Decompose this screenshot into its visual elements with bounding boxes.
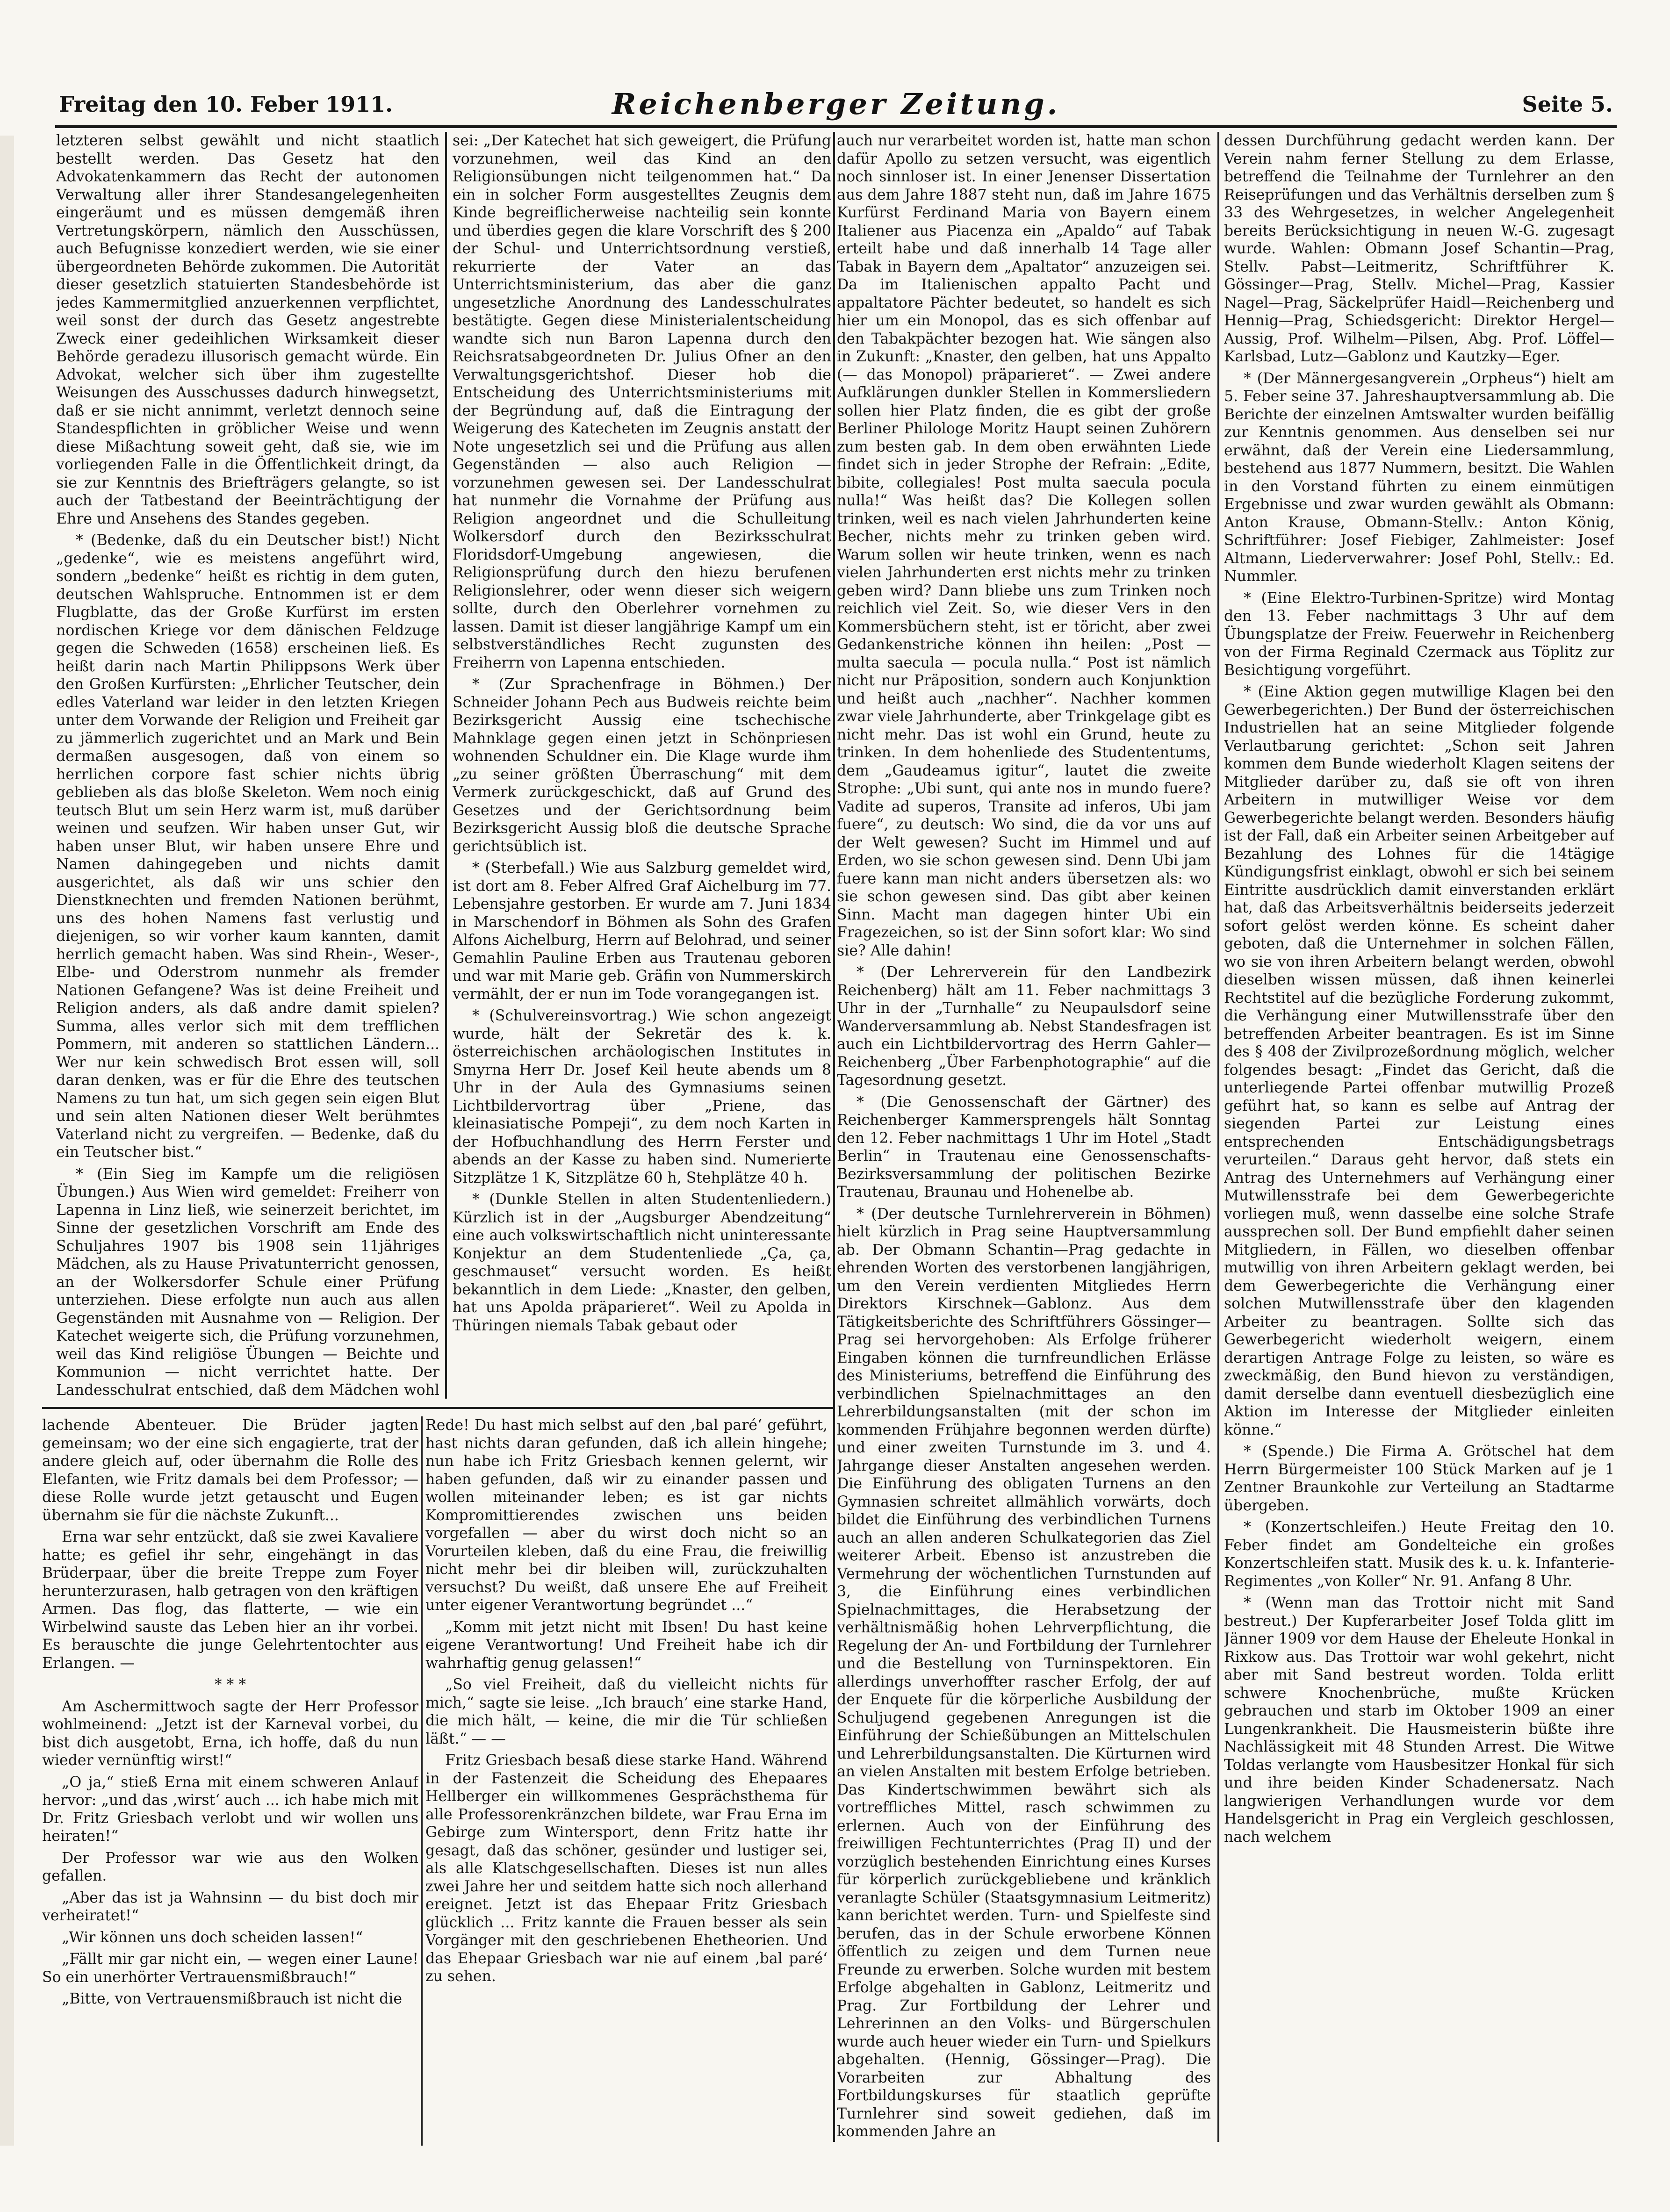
article-paragraph: * (Spende.) Die Firma A. Grötschel hat dem Herrn Bürgermeister 100 Stück Marken auf je 1 Zentner Braunkohle zur Verteilung an Stadtarme übergeben. <box>1224 1443 1614 1514</box>
story-paragraph: „O ja,“ stieß Erna mit einem schweren Anlauf hervor: „und das ‚wirst‘ auch ... ich habe mich mit Dr. Fritz Griesbach verlobt und wir wollen uns heiraten!“ <box>42 1774 418 1845</box>
story-paragraph: „So viel Freiheit, daß du vielleicht nichts für mich,“ sagte sie leise. „Ich brauch’ eine starke Hand, die mich hält, — keine, die mir die Tür schließen läßt.“ — — <box>425 1676 828 1747</box>
scan-edge <box>0 136 14 2146</box>
column-divider <box>421 1416 423 2146</box>
article-paragraph: * (Der deutsche Turnlehrerverein in Böhmen) hielt kürzlich in Prag seine Hauptversammlung ab. Der Obmann Schantin—Prag gedachte in ehrenden Worten des verstorbenen langjährigen, um den Verein verdienten Mitgliedes Herrn Direktors Kirschnek—Gablonz. Aus dem Tätigkeitsberichte des Schriftführers Gössinger—Prag sei hervorgehoben: Als Erfolge früherer Eingaben können die turnfreundlichen Erlässe des Ministeriums, betreffend die Einführung des verbindlichen Spielnachmittages an den Lehrerbildungsanstalten (mit der schon im kommenden Frühjahre begonnen werden dürfte) und einer zweiten Turnstunde im 3. und 4. Jahrgange dieser Anstalten angesehen werden. Die Einführung des obligaten Turnens an den Gymnasien schreitet allmählich vorwärts, doch bildet die Einführung des verbindlichen Turnens auch an allen anderen Schulkategorien das Ziel weiterer Arbeit. Ebenso ist anzustreben die Vermehrung der wöchentlichen Turnstunden auf 3, die Einführung eines verbindlichen Spielnachmittages, die Herabsetzung der verhältnismäßig hohen Lehrverpflichtung, die Regelung der An- und Fortbildung der Turnlehrer und die Bestellung von Turninspektoren. Ein allerdings unverhoffter rascher Erfolg, der auf der Enquete für die körperliche Ausbildung der Schuljugend gegebenen Anregungen ist die Einführung der Schießübungen an Mittelschulen und Lehrerbildungsanstalten. Die Kürturnen wird an vielen Anstalten mit bestem Erfolge betrieben. Das Kindertschwimmen bewährt sich als vortreffliches Mittel, rasch schwimmen zu erlernen. Auch von der Einführung des freiwilligen Fechtunterrichtes (Prag II) und der vorzüglich bestehenden Einrichtung eines Kurses für körperlich zurückgebliebene und kränklich veranlagte Schüler (Staatsgymnasium Leitmeritz) kann berichtet werden. Turn- und Spielfeste sind berufen, das in der Schule erworbene Können öffentlich zu zeigen und dem Turnen neue Freunde zu erwerben. Solche wurden mit bestem Erfolge abgehalten in Gablonz, Leitmeritz und Prag. Zur Fortbildung der Lehrer und Lehrerinnen an den Volks- und Bürgerschulen wurde auch heuer wieder ein Turn- und Spielkurs abgehalten. (Hennig, Gössinger—Prag). Die Vorarbeiten zur Abhaltung des Fortbildungskurses für staatlich geprüfte Turnlehrer sind soweit gediehen, daß im kommenden Jahre an <box>837 1205 1211 2140</box>
feuilleton-column-1 <box>42 1416 418 2146</box>
article-paragraph: * (Eine Aktion gegen mutwillige Klagen bei den Gewerbegerichten.) Der Bund der österreichischen Industriellen hat an seine Mitglieder folgende Verlautbarung gerichtet: „Schon seit Jahren kommen dem Bunde wiederholt Klagen seitens der Mitglieder darüber zu, daß sie oft von ihren Arbeitern in mutwilliger Weise vor dem Gewerbegerichte belangt werden. Besonders häufig ist der Fall, daß ein Arbeiter seinen Arbeitgeber auf Bezahlung des Lohnes für die 14tägige Kündigungsfrist einklagt, obwohl er sich bei seinem Eintritte ausdrücklich damit einverstanden erklärt hat, daß das Arbeitsverhältnis beiderseits jederzeit sofort gelöst werden könne. Es scheint daher geboten, daß die Unternehmer in solchen Fällen, wo sie von ihren Arbeitern belangt werden, obwohl dieselben wissen müssen, daß ihnen keinerlei Rechtstitel auf die bezügliche Forderung zukommt, die Verhängung einer Mutwillensstrafe über den betreffenden Arbeiter beantragen. Es ist im Sinne des § 408 der Zivilprozeßordnung möglich, welcher folgendes besagt: „Findet das Gericht, daß die unterliegende Partei offenbar mutwillig Prozeß geführt hat, so kann es selbe auf Antrag der siegenden Partei zur Leistung eines entsprechenden Entschädigungsbetrags verurteilen.“ Daraus geht hervor, daß stets ein Antrag des Unternehmers auf Verhängung einer Mutwillensstrafe bei dem Gewerbegerichte vorliegen muß, wenn dasselbe eine solche Strafe aussprechen soll. Der Bund empfiehlt daher seinen Mitgliedern, in Fällen, wo dieselben offenbar mutwillig von ihren Arbeitern geklagt werden, bei dem Gewerbegerichte die Verhängung einer solchen Mutwillensstrafe über den klagenden Arbeiter zu beantragen. Sollte sich das Gewerbegericht wiederholt weigern, einem derartigen Antrage Folge zu leisten, so wäre es zweckmäßig, den Bund hievon zu verständigen, damit derselbe dann eventuell diesbezüglich eine Aktion im Interesse der Mitglieder einleiten könne.“ <box>1224 683 1614 1438</box>
story-paragraph: „Fällt mir gar nicht ein, — wegen einer Laune! So ein unerhörter Vertrauensmißbrauch!“ <box>42 1951 418 1986</box>
article-paragraph: * (Die Genossenschaft der Gärtner) des Reichenberger Kammersprengels hält Sonntag den 12. Feber nachmittags 1 Uhr im Hotel „Stadt Berlin“ in Trautenau eine Genossenschafts-Bezirksversammlung der politischen Bezirke Trautenau, Braunau und Hohenelbe ab. <box>837 1093 1211 1200</box>
article-paragraph: * (Zur Sprachenfrage in Böhmen.) Der Schneider Johann Pech aus Budweis reichte beim Bezirksgericht Aussig eine tschechische Mahnklage gegen einen jetzt in Schönpriesen wohnenden Schuldner ein. Die Klage wurde ihm „zu seiner größten Überraschung“ mit dem Vermerk zurückgeschickt, daß auf Grund des Gesetzes und der Gerichtsordnung beim Bezirksgericht Aussig bloß die deutsche Sprache gerichtsüblich ist. <box>453 676 831 855</box>
story-paragraph: Der Professor war wie aus den Wolken gefallen. <box>42 1849 418 1884</box>
article-paragraph: * (Bedenke, daß du ein Deutscher bist!) Nicht „gedenke“, wie es meistens angeführt wird, sondern „bedenke“ heißt es richtig in dem guten, deutschen Wahlspruche. Entnommen ist er dem Flugblatte, das der Große Kurfürst im ersten nordischen Kriege vor dem dänischen Feldzuge gegen die Schweden (1658) erscheinen ließ. Es heißt darin nach Martin Philippsons Werk über den Großen Kurfürsten: „Ehrlicher Teutscher, dein edles Vaterland war leider in den letzten Kriegen unter dem Vorwande der Religion und Freiheit gar zu jämmerlich zugerichtet und an Mark und Bein dermaßen ausgesogen, daß von einem so herrlichen corpore fast schier nichts übrig geblieben als das bloße Skeleton. Wem noch einig teutsch Blut um sein Herz warm ist, muß darüber weinen und seufzen. Wir haben unser Gut, wir haben unser Blut, wir haben unsere Ehre und Namen dahingegeben und nichts damit ausgerichtet, als daß wir uns schier den Dienstknechten und fremden Nationen berühmt, uns des hohen Namens fast verlustig und diejenigen, so wir vorher kaum kannten, damit herrlich gemacht haben. Was sind Rhein-, Weser-, Elbe- und Oderstrom nunmehr als fremder Nationen Gefangene? Was ist deine Freiheit und Religion anders, als daß andre damit spielen? Summa, alles verlor sich mit dem trefflichen Pommern, mit anderen so stattlichen Ländern... Wer nur kein schwedisch Brot essen will, soll daran denken, was er für die Ehre des teutschen Namens zu tun hat, um sich gegen sein eigen Blut und sein alten Nationen dieser Welt berühmtes Vaterland nicht zu vergreifen. — Bedenke, daß du ein Teutscher bist.“ <box>56 532 439 1161</box>
story-paragraph: Erna war sehr entzückt, daß sie zwei Kavaliere hatte; es gefiel ihr sehr, eingehängt in das Brüderpaar, über die breite Treppe zum Foyer herunterzurasen, halb getragen von den kräftigen Armen. Das flog, das flatterte, — wie ein Wirbelwind sauste das Leben hier an ihr vorbei. Es berauschte die junge Gelehrtentochter aus Erlangen. — <box>42 1529 418 1672</box>
issue-date: Freitag den 10. Feber 1911. <box>59 92 393 117</box>
article-paragraph: * (Ein Sieg im Kampfe um die religiösen Übungen.) Aus Wien wird gemeldet: Freiherr von Lapenna in Linz ließ, wie seinerzeit berichtet, im Sinne der gesetzlichen Vorschrift am Ende des Schuljahres 1907 bis 1908 sein 11jähriges Mädchen, als zu Hause Privatunterricht genossen, an der Wolkersdorfer Schule einer Prüfung unterziehen. Diese erfolgte nun auch aus allen Gegenständen mit Ausnahme von — Religion. Der Katechet weigerte sich, die Prüfung vorzunehmen, weil das Kind religiöse Übungen — Beichte und Kommunion — nicht verrichtet hatte. Der Landesschulrat entschied, daß dem Mädchen wohl <box>56 1165 439 1399</box>
masthead <box>55 83 1617 128</box>
column-2 <box>453 132 831 1399</box>
article-paragraph: * (Sterbefall.) Wie aus Salzburg gemeldet wird, ist dort am 8. Feber Alfred Graf Aichelburg im 77. Lebensjahre gestorben. Er wurde am 7. Juni 1834 in Marschendorf in Böhmen als Sohn des Grafen Alfons Aichelburg, Herrn auf Belohrad, und seiner Gemahlin Pauline Erben aus Trautenau geboren und war mit Marie geb. Gräfin von Nummerskirch vermählt, der er nun im Tode vorangegangen ist. <box>453 860 831 1003</box>
article-paragraph: letzteren selbst gewählt und nicht staatlich bestellt werden. Das Gesetz hat den Advokatenkammern das Recht der autonomen Verwaltung aller ihrer Standesangelegenheiten eingeräumt und es müssen demgemäß ihren Vertretungskörpern, nämlich den Ausschüssen, auch Befugnisse konzediert werden, wie sie einer übergeordneten Behörde zukommen. Die Autorität dieser gesetzlich statuierten Standesbehörde ist jedes Kammermitglied anzuerkennen verpflichtet, weil sonst der durch das Gesetz angestrebte Zweck einer gedeihlichen Wirksamkeit dieser Behörde geradezu illusorisch gemacht würde. Ein Advokat, welcher sich über ihm zugestellte Weisungen des Ausschusses dadurch hinwegsetzt, daß er sie nicht annimmt, verletzt dennoch seine Standespflichten in gröblicher Weise und wenn diese Mißachtung soweit geht, daß sie, wie im vorliegenden Falle in die Öffentlichkeit dringt, da sie zur Kenntnis des Briefträgers gelangte, so ist auch der Tatbestand der Beeinträchtigung der Ehre und Ansehens des Standes gegeben. <box>56 132 439 527</box>
column-4 <box>1224 132 1614 2142</box>
story-paragraph: Rede! Du hast mich selbst auf den ‚bal paré‘ geführt, hast nichts daran gefunden, daß ich allein hingehe; nun habe ich Fritz Griesbach kennen gelernt, wir haben gefunden, daß wir zu einander passen und wollen miteinander leben; es ist gar nichts Kompromittierendes zwischen uns beiden vorgefallen — aber du wirst doch nicht so an Vorurteilen kleben, daß du eine Frau, die freiwillig nicht mehr bei dir bleiben will, zurückzuhalten versuchst? Du weißt, daß unsere Ehe auf Freiheit unter eigener Verantwortung begründet ...“ <box>425 1417 828 1614</box>
article-paragraph: * (Eine Elektro-Turbinen-Spritze) wird Montag den 13. Feber nachmittags 3 Uhr auf dem Übungsplatze der Freiw. Feuerwehr in Reichenberg von der Firma Reginald Czermack aus Töplitz zur Besichtigung vorgeführt. <box>1224 589 1614 679</box>
story-paragraph: „Komm mit jetzt nicht mit Ibsen! Du hast keine eigene Verantwortung! Und Freiheit habe ich dir wahrhaftig genug gelassen!“ <box>425 1618 828 1672</box>
article-paragraph: * (Der Männergesangverein „Orpheus“) hielt am 5. Feber seine 37. Jahreshauptversammlung ab. Die Berichte der einzelnen Amtswalter wurden beifällig zur Kenntnis genommen. Aus denselben sei nur erwähnt, daß der Verein eine Liedersammlung, bestehend aus 1877 Nummern, besitzt. Die Wahlen in den Vorstand führten zu einem einmütigen Ergebnisse und zwar wurden gewählt als Obmann: Anton Krause, Obmann-Stellv.: Anton König, Schriftführer: Josef Fiebiger, Zahlmeister: Josef Altmann, Liederverwahrer: Josef Pohl, Stellv.: Ed. Nummler. <box>1224 370 1614 585</box>
story-paragraph: lachende Abenteuer. Die Brüder jagten gemeinsam; wo der eine sich engagierte, trat der andere gleich auf, oder übernahm die Rolle des Elefanten, wie Fritz damals bei dem Professor; — diese Rolle wurde jetzt getauscht und Eugen übernahm sie für die nächste Zukunft... <box>42 1417 418 1524</box>
article-paragraph: * (Wenn man das Trottoir nicht mit Sand bestreut.) Der Kupferarbeiter Josef Tolda glitt im Jänner 1909 vor dem Hause der Eheleute Honkal in Rixkow aus. Das Trottoir war wohl gekehrt, nicht aber mit Sand bestreut worden. Tolda erlitt schwere Knochenbrüche, mußte Krücken gebrauchen und starb im Oktober 1909 an einer Lungenkrankheit. Die Hausmeisterin büßte ihre Nachlässigkeit mit 48 Stunden Arrest. Die Witwe Toldas verlangte vom Hausbesitzer Honkal für sich und ihre beiden Kinder Schadenersatz. Nach langwierigen Verhandlungen wurde vor dem Handelsgericht in Prag ein Vergleich geschlossen, nach welchem <box>1224 1594 1614 1846</box>
feuilleton-divider <box>42 1407 833 1409</box>
column-3 <box>837 132 1211 2142</box>
article-paragraph: sei: „Der Katechet hat sich geweigert, die Prüfung vorzunehmen, weil das Kind an den Religionsübungen nicht teilgenommen hat.“ Da ein in solcher Form ausgestelltes Zeugnis dem Kinde begreiflicherweise nachteilig sein konnte und überdies gegen die klare Vorschrift des § 200 der Schul- und Unterrichtsordnung verstieß, rekurrierte der Vater an das Unterrichtsministerium, das aber die ganz ungesetzliche Anordnung des Landesschulrates bestätigte. Gegen diese Ministerialentscheidung wandte sich nun Baron Lapenna durch den Reichsratsabgeordneten Dr. Julius Ofner an den Verwaltungsgerichtshof. Dieser hob die Entscheidung des Unterrichtsministeriums mit der Begründung auf, daß die Eintragung der Weigerung des Katecheten im Zeugnis anstatt der Note ungesetzlich sei und die Prüfung aus allen Gegenständen — also auch Religion — vorzunehmen gewesen sei. Der Landesschulrat hat nunmehr die Vornahme der Prüfung aus Religion angeordnet und die Schulleitung Wolkersdorf durch den Bezirksschulrat Floridsdorf-Umgebung angewiesen, die Religionsprüfung durch den hiezu berufenen Religionslehrer, oder wenn dieser sich weigern sollte, durch den Oberlehrer vornehmen zu lassen. Damit ist dieser langjährige Kampf um ein selbstverständliches Recht zugunsten des Freiherrn von Lapenna entschieden. <box>453 132 831 671</box>
page-number: Seite 5. <box>1522 92 1613 117</box>
article-paragraph: auch nur verarbeitet worden ist, hatte man schon dafür Apollo zu setzen versucht, was eigentlich noch sinnloser ist. In einer Jenenser Dissertation aus dem Jahre 1887 steht nun, daß im Jahre 1675 Kurfürst Ferdinand Maria von Bayern einem Italiener aus Piacenza ein „Apaldo“ auf Tabak erteilt habe und daß innerhalb 14 Tage aller Tabak in Bayern dem „Apaltator“ anzuzeigen sei. Da im Italienischen appalto Pacht und appaltatore Pächter bedeutet, so handelt es sich hier um ein Monopol, das es sich offenbar auf den Tabakpächter bezogen hat. Wie sängen also in Zukunft: „Knaster, den gelben, hat uns Appalto (— das Monopol) präparieret“. — Zwei andere Aufklärungen dunkler Stellen in Kommersliedern sollen hier Platz finden, die es gibt der große Berliner Philologe Moritz Haupt seinen Zuhörern zum besten gab. In dem oben erwähnten Liede findet sich in jeder Strophe der Refrain: „Edite, bibite, collegiales! Post multa saecula pocula nulla!“ Was heißt das? Die Kollegen sollen trinken, weil es nach vielen Jahrhunderten keine Becher, nichts mehr zu trinken geben wird. Warum sollen wir heute trinken, wenn es nach vielen Jahrhunderten erst nichts mehr zu trinken geben wird? Dann bliebe uns zum Trinken noch reichlich viel Zeit. So, wie dieser Vers in den Kommersbüchern steht, ist er töricht, aber zwei Gedankenstriche können ihn heilen: „Post — multa saecula — pocula nulla.“ Post ist nämlich nicht nur Präposition, sondern auch Konjunktion und heißt auch „nachher“. Nachher kommen zwar viele Jahrhunderte, aber Trinkgelage gibt es nicht mehr. Das ist wohl ein Grund, heute zu trinken. In dem hohenliede des Studententums, dem „Gaudeamus igitur“, lautet die zweite Strophe: „Ubi sunt, qui ante nos in mundo fuere? Vadite ad superos, Transite ad inferos, Ubi jam fuere“, zu deutsch: Wo sind, die da vor uns auf der Welt gewesen? Sucht im Himmel und auf Erden, wo sie schon gewesen sind. Denn Ubi jam fuere kann man nicht anders übersetzen als: wo sie schon gewesen sind. Das gibt aber keinen Sinn. Macht man dagegen hinter Ubi ein Fragezeichen, so ist der Sinn sofort klar: Wo sind sie? Alle dahin! <box>837 132 1211 959</box>
article-paragraph: dessen Durchführung gedacht werden kann. Der Verein nahm ferner Stellung zu dem Erlasse, betreffend die Teilnahme der Turnlehrer an den Reiseprüfungen und das Verhältnis derselben zum § 33 des Wehrgesetzes, in welcher Angelegenheit bereits Berücksichtigung in neuen W.-G. zugesagt wurde. Wahlen: Obmann Josef Schantin—Prag, Stellv. Pabst—Leitmeritz, Schriftführer K. Gössinger—Prag, Stellv. Michel—Prag, Kassier Nagel—Prag, Säckelprüfer Haidl—Reichenberg und Hennig—Prag, Schiedsgericht: Direktor Hergel—Aussig, Prof. Wilhelm—Pilsen, Abg. Prof. Löffel—Karlsbad, Lutz—Gablonz und Kautzky—Eger. <box>1224 132 1614 365</box>
story-paragraph: Am Aschermittwoch sagte der Herr Professor wohlmeinend: „Jetzt ist der Karneval vorbei, du bist dich ausgetobt, Erna, ich hoffe, daß du nun wieder vernünftig wirst!“ <box>42 1698 418 1769</box>
column-1 <box>56 132 439 1399</box>
article-paragraph: * (Dunkle Stellen in alten Studentenliedern.) Kürzlich ist in der „Augsburger Abendzeitung“ eine auch volkswirtschaftlich nicht uninteressante Konjektur an dem Studentenliede „Ça, ça, geschmauset“ versucht worden. Es heißt bekanntlich in dem Liede: „Knaster, den gelben, hat uns Apolda präparieret“. Weil zu Apolda in Thüringen niemals Tabak gebaut oder <box>453 1191 831 1334</box>
section-break: * * * <box>214 1676 246 1693</box>
story-paragraph: Fritz Griesbach besaß diese starke Hand. Während in der Fastenzeit die Scheidung des Ehepaares Hellberger ein willkommenes Gesprächsthema für alle Professorenkränzchen bildete, war Frau Erna im Gebirge zum Wintersport, denn Fritz hatte ihr gesagt, daß das schöner, gesünder und lustiger sei, als alle Klatschgesellschaften. Dieses ist nun alles zwei Jahre her und seitdem hatte sich noch allerhand ereignet. Jetzt ist das Ehepaar Fritz Griesbach glücklich ... Fritz kannte die Frauen besser als sein Vorgänger mit den geschriebenen Ehetheorien. Und das Ehepaar Griesbach war nie auf einem ‚bal paré‘ zu sehen. <box>425 1752 828 1985</box>
story-paragraph: „Aber das ist ja Wahnsinn — du bist doch mir verheiratet!“ <box>42 1889 418 1924</box>
column-divider <box>1217 132 1219 2142</box>
article-paragraph: * (Der Lehrerverein für den Landbezirk Reichenberg) hält am 11. Feber nachmittags 3 Uhr in der „Turnhalle“ zu Neupaulsdorf seine Wanderversammlung ab. Nebst Standesfragen ist auch ein Lichtbildervortrag des Herrn Gahler—Reichenberg „Über Farbenphotographie“ auf die Tagesordnung gesetzt. <box>837 964 1211 1089</box>
article-paragraph: * (Schulvereinsvortrag.) Wie schon angezeigt wurde, hält der Sekretär des k. k. österreichischen archäologischen Institutes in Smyrna Herr Dr. Josef Keil heute abends um 8 Uhr in der Aula des Gymnasiums seinen Lichtbildervortrag über „Priene, das kleinasiatische Pompeji“, zu dem noch Karten in der Hofbuchhandlung des Herrn Ferster und abends an der Kasse zu haben sind. Numerierte Sitzplätze 1 K, Sitzplätze 60 h, Stehplätze 40 h. <box>453 1007 831 1186</box>
story-paragraph: „Wir können uns doch scheiden lassen!“ <box>62 1929 363 1946</box>
article-paragraph: * (Konzertschleifen.) Heute Freitag den 10. Feber findet am Gondelteiche ein großes Konzertschleifen statt. Musik des k. u. k. Infanterie-Regimentes „von Koller“ Nr. 91. Anfang 8 Uhr. <box>1224 1519 1614 1590</box>
newspaper-title: Reichenberger Zeitung. <box>612 87 1060 121</box>
story-paragraph: „Bitte, von Vertrauensmißbrauch ist nicht die <box>62 1990 402 2007</box>
feuilleton-column-2 <box>425 1416 828 2146</box>
column-divider <box>833 132 835 2142</box>
column-divider <box>445 132 447 1399</box>
